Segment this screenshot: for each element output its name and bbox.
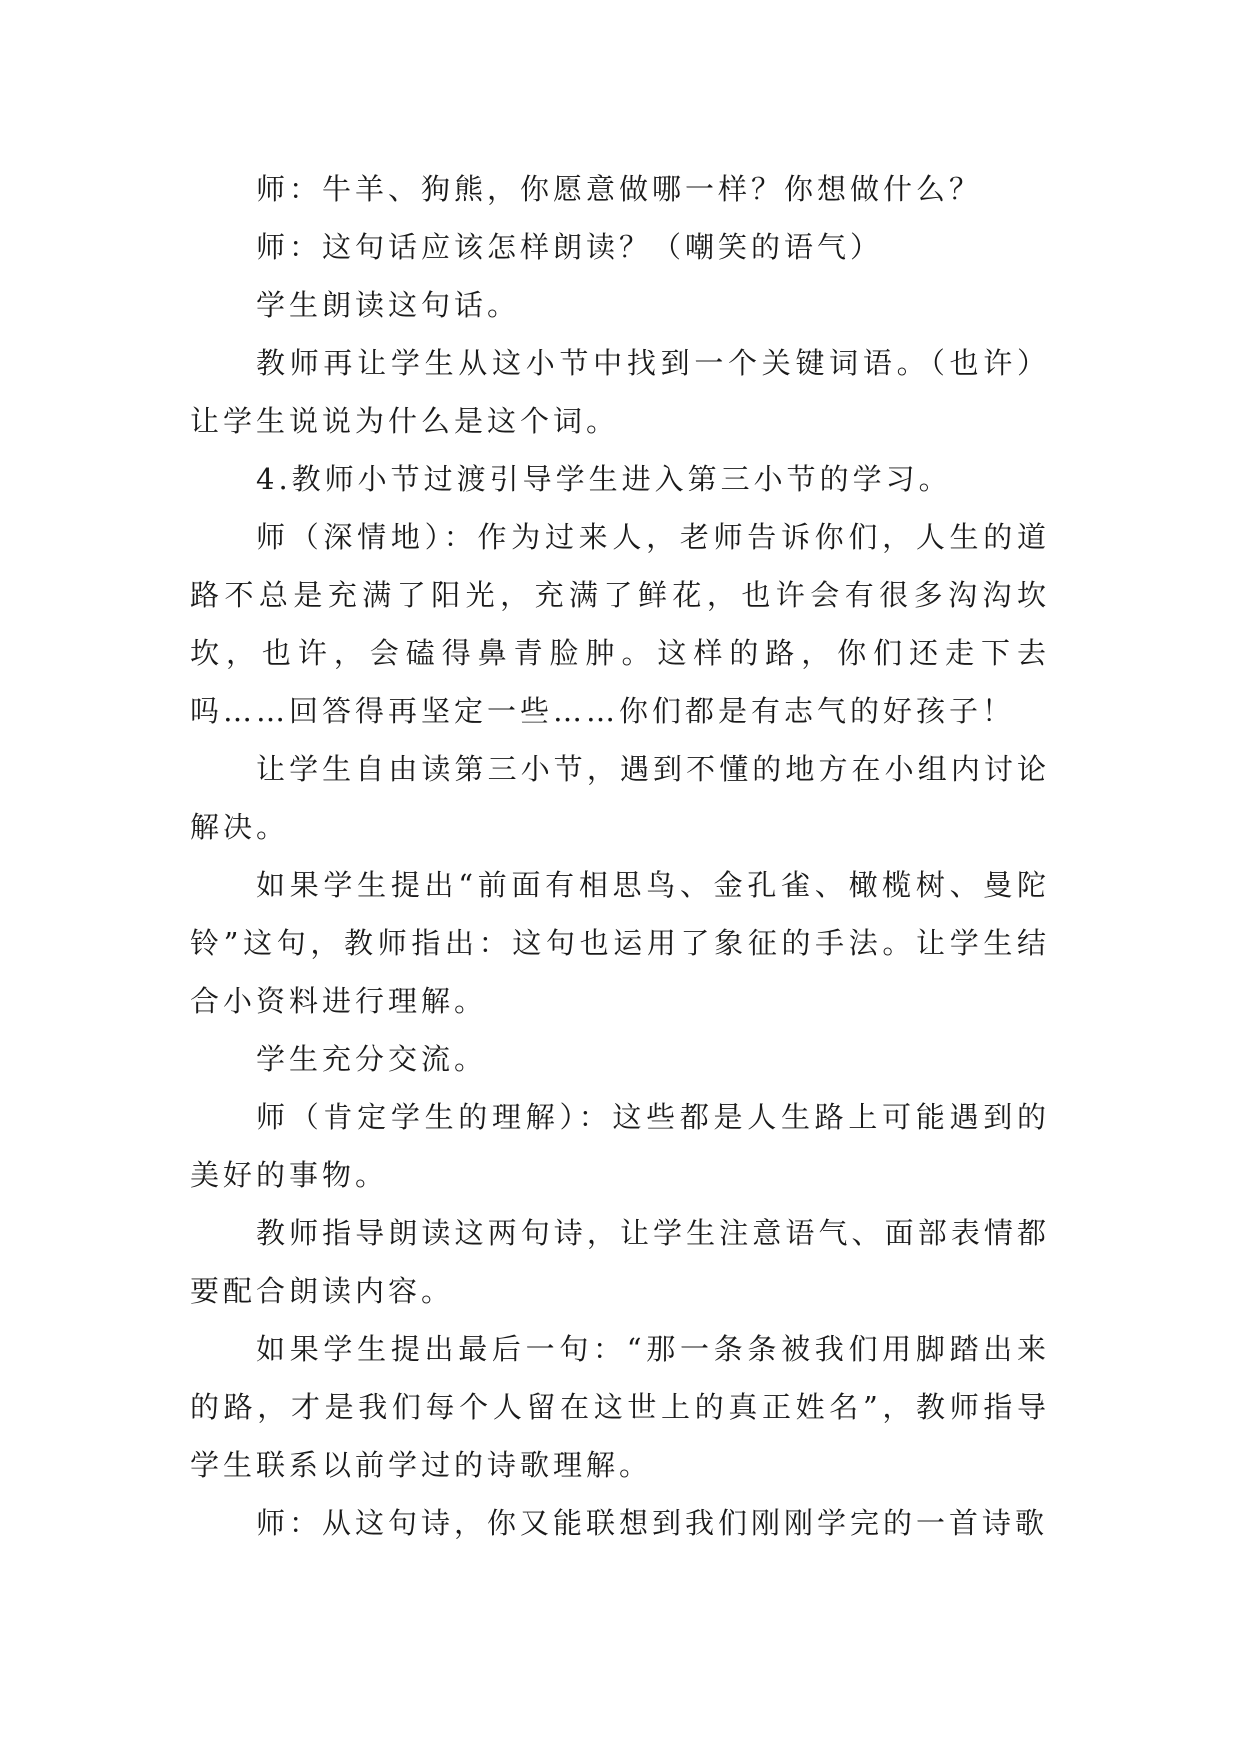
paragraph: 师：这句话应该怎样朗读？（嘲笑的语气） [256,230,884,264]
paragraph: 教师再让学生从这小节中找到一个关键词语。（也许）让学生说说为什么是这个词。 [190,346,1050,438]
paragraph: 学生朗读这句话。 [256,288,521,322]
paragraph: 教师指导朗读这两句诗，让学生注意语气、面部表情都要配合朗读内容。 [190,1216,1050,1308]
paragraph: 学生充分交流。 [256,1042,488,1076]
paragraph: 师（深情地）：作为过来人，老师告诉你们，人生的道路不总是充满了阳光，充满了鲜花，也许会有很多沟沟坎坎，也许，会磕得鼻青脸肿。这样的路，你们还走下去吗……回答得再坚定一些……你们都是有志气的好孩子！ [190,520,1050,728]
paragraph: 4.教师小节过渡引导学生进入第三小节的学习。 [256,462,952,496]
paragraph: 师：牛羊、狗熊，你愿意做哪一样？你想做什么？ [256,172,983,206]
paragraph: 如果学生提出“前面有相思鸟、金孔雀、橄榄树、曼陀铃”这句，教师指出：这句也运用了象征的手法。让学生结合小资料进行理解。 [190,868,1050,1018]
paragraph: 师：从这句诗，你又能联想到我们刚刚学完的一首诗歌 [256,1506,1049,1540]
document-body [190,160,1050,1552]
paragraph: 让学生自由读第三小节，遇到不懂的地方在小组内讨论解决。 [190,752,1050,844]
paragraph: 如果学生提出最后一句：“那一条条被我们用脚踏出来的路，才是我们每个人留在这世上的真正姓名”，教师指导学生联系以前学过的诗歌理解。 [190,1332,1050,1482]
paragraph: 师（肯定学生的理解）：这些都是人生路上可能遇到的美好的事物。 [190,1100,1050,1192]
